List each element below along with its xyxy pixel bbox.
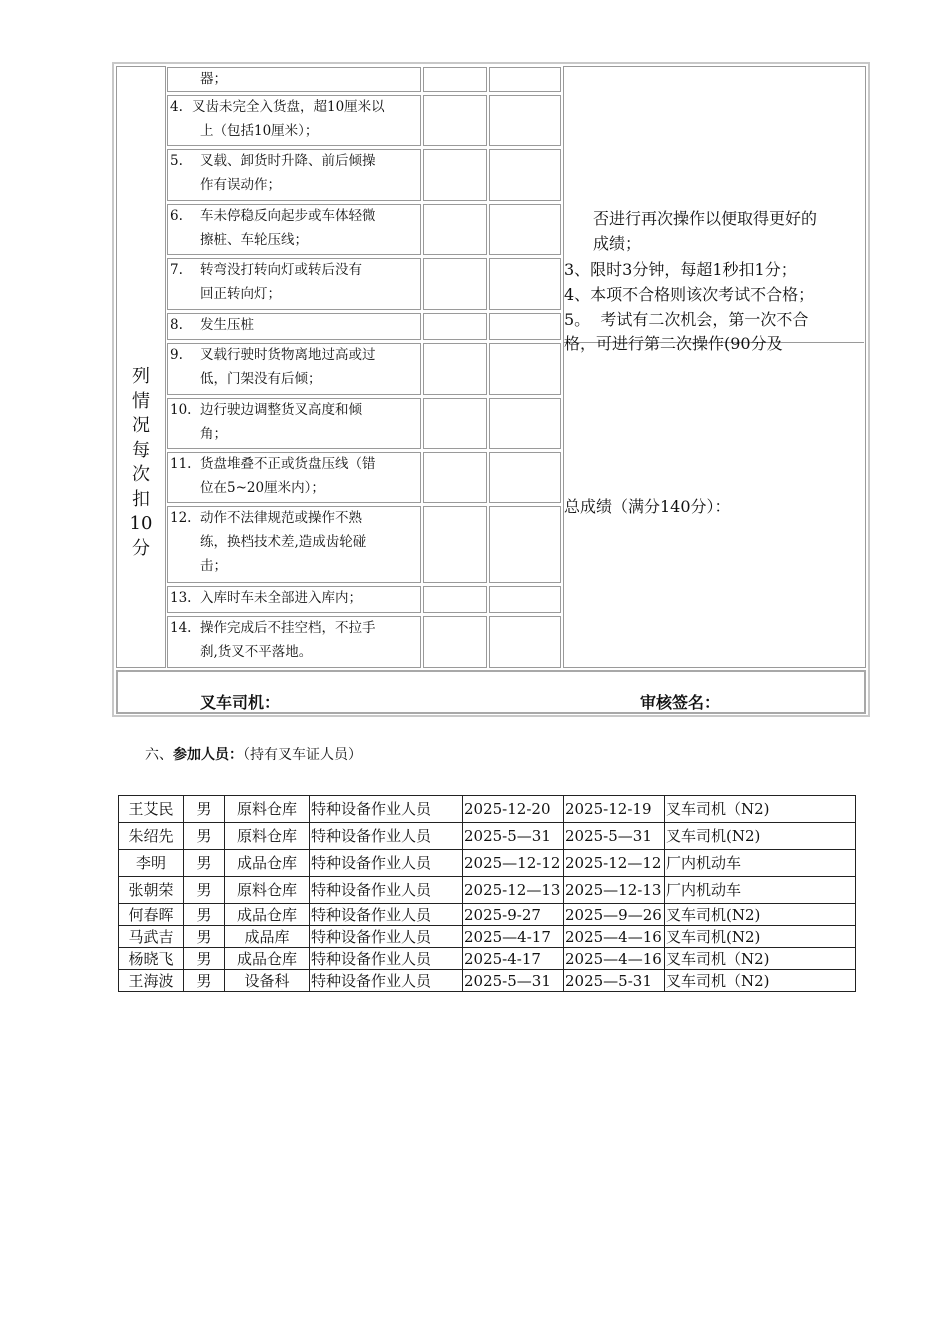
person-name: 何春晖 xyxy=(119,904,184,926)
person-name: 朱绍先 xyxy=(119,823,184,850)
criteria-item-number: 7. xyxy=(170,262,183,278)
score-cell-2 xyxy=(489,616,561,668)
notes-column xyxy=(563,66,866,668)
table-row xyxy=(119,948,856,970)
criteria-item-line: 入库时车未全部进入库内； xyxy=(200,590,362,606)
review-date: 2025—4—16 xyxy=(564,926,665,948)
person-department: 成品仓库 xyxy=(225,948,310,970)
criteria-item-number: 11. xyxy=(170,456,192,472)
person-name: 王艾民 xyxy=(119,796,184,823)
note-line-1: 否进行再次操作以便取得更好的 xyxy=(593,209,818,228)
license-type: 叉车司机（N2) xyxy=(665,796,856,823)
person-category: 特种设备作业人员 xyxy=(310,970,463,992)
review-date: 2025-12-19 xyxy=(564,796,665,823)
vertical-label-char: 况 xyxy=(132,415,150,436)
criteria-item-line: 回正转向灯； xyxy=(200,286,281,302)
table-row xyxy=(119,926,856,948)
criteria-item-line: 刹,货叉不平落地。 xyxy=(200,644,313,660)
table-row xyxy=(119,850,856,877)
score-cell-2 xyxy=(489,398,561,449)
person-category: 特种设备作业人员 xyxy=(310,850,463,877)
person-sex: 男 xyxy=(184,970,225,992)
criteria-item-line: 上（包括10厘米）； xyxy=(200,123,319,139)
criteria-item-line: 边行驶边调整货叉高度和倾 xyxy=(200,402,362,418)
person-sex: 男 xyxy=(184,796,225,823)
person-category: 特种设备作业人员 xyxy=(310,948,463,970)
section-title: 参加人员： xyxy=(173,747,243,763)
license-type: 叉车司机（N2) xyxy=(665,948,856,970)
criteria-item-text xyxy=(200,343,420,391)
score-cell-1 xyxy=(423,67,487,92)
license-type: 叉车司机(N2) xyxy=(665,904,856,926)
criteria-item-line: 击； xyxy=(200,558,227,574)
vertical-label-char: 列 xyxy=(132,366,150,387)
score-cell-1 xyxy=(423,452,487,503)
criteria-item-text xyxy=(200,258,420,306)
person-category: 特种设备作业人员 xyxy=(310,926,463,948)
criteria-item xyxy=(168,313,420,340)
score-cell-1 xyxy=(423,586,487,613)
issue-date: 2025-9-27 xyxy=(463,904,564,926)
issue-date: 2025—4-17 xyxy=(463,926,564,948)
person-name: 张朝荣 xyxy=(119,877,184,904)
category-vertical-label xyxy=(118,365,164,561)
score-cell-2 xyxy=(489,313,561,340)
person-department: 成品仓库 xyxy=(225,904,310,926)
score-cell-1 xyxy=(423,313,487,340)
review-date: 2025—4—16 xyxy=(564,948,665,970)
issue-date: 2025-12-20 xyxy=(463,796,564,823)
criteria-item-text xyxy=(200,204,420,252)
criteria-item-line: 位在5~20厘米内）； xyxy=(200,480,325,496)
license-type: 叉车司机(N2) xyxy=(665,823,856,850)
score-cell-2 xyxy=(489,67,561,92)
person-category: 特种设备作业人员 xyxy=(310,796,463,823)
note-line-6: 格，可进行第二次操作(90分及 xyxy=(564,334,783,353)
criteria-item-number: 4. xyxy=(170,99,183,115)
score-cell-2 xyxy=(489,452,561,503)
criteria-item xyxy=(168,398,420,449)
issue-date: 2025-5—31 xyxy=(463,970,564,992)
score-cell-2 xyxy=(489,95,561,146)
person-category: 特种设备作业人员 xyxy=(310,823,463,850)
section-heading xyxy=(145,744,362,764)
criteria-item xyxy=(168,586,420,613)
vertical-label-char: 情 xyxy=(132,390,150,412)
score-cell-1 xyxy=(423,95,487,146)
review-date: 2025-5—31 xyxy=(564,823,665,850)
person-department: 原料仓库 xyxy=(225,823,310,850)
criteria-item-line: 转弯没打转向灯或转后没有 xyxy=(200,262,362,278)
criteria-item-line: 低，门架没有后倾； xyxy=(200,371,322,387)
criteria-item xyxy=(168,343,420,395)
score-cell-2 xyxy=(489,343,561,395)
person-department: 成品库 xyxy=(225,926,310,948)
criteria-item-line: 练，换档技术差,造成齿轮碰 xyxy=(200,534,367,550)
score-cell-1 xyxy=(423,149,487,201)
table-row xyxy=(119,796,856,823)
table-row xyxy=(119,904,856,926)
table-row xyxy=(119,877,856,904)
criteria-item xyxy=(168,95,420,146)
note-line-5: 5。 考试有二次机会，第一次不合 xyxy=(564,310,809,329)
issue-date: 2025-4-17 xyxy=(463,948,564,970)
vertical-label-char: 次 xyxy=(132,464,150,485)
person-sex: 男 xyxy=(184,877,225,904)
issue-date: 2025-12—13 xyxy=(463,877,564,904)
criteria-item-text xyxy=(200,506,420,578)
person-name: 王海波 xyxy=(119,970,184,992)
person-sex: 男 xyxy=(184,850,225,877)
criteria-item-number: 6. xyxy=(170,208,183,224)
section-subtitle: （持有叉车证人员） xyxy=(243,747,362,763)
score-cell-1 xyxy=(423,398,487,449)
note-line-2: 成绩； xyxy=(593,234,642,253)
person-name: 马武吉 xyxy=(119,926,184,948)
person-sex: 男 xyxy=(184,823,225,850)
reviewer-label: 审核签名： xyxy=(640,693,721,712)
person-name: 杨晓飞 xyxy=(119,948,184,970)
total-score-label: 总成绩（满分140分）： xyxy=(564,497,731,516)
criteria-item-number: 8. xyxy=(170,317,183,333)
table-row xyxy=(119,970,856,992)
criteria-item-text xyxy=(200,67,420,91)
criteria-item-text xyxy=(200,616,420,664)
criteria-item-number: 5. xyxy=(170,153,183,169)
criteria-item-text xyxy=(192,95,420,143)
criteria-item-line: 作有误动作； xyxy=(200,177,281,193)
review-date: 2025—12-13 xyxy=(564,877,665,904)
criteria-item-line: 角； xyxy=(200,426,227,442)
person-department: 设备科 xyxy=(225,970,310,992)
criteria-item-line: 擦桩、车轮压线； xyxy=(200,232,308,248)
criteria-item xyxy=(168,506,420,583)
criteria-item-number: 9. xyxy=(170,347,183,363)
criteria-item xyxy=(168,452,420,503)
person-sex: 男 xyxy=(184,926,225,948)
license-type: 叉车司机（N2) xyxy=(665,970,856,992)
criteria-item-number: 12. xyxy=(170,510,192,526)
criteria-item-line: 货盘堆叠不正或货盘压线（错 xyxy=(200,456,376,472)
person-name: 李明 xyxy=(119,850,184,877)
criteria-item-line: 动作不法律规范或操作不熟 xyxy=(200,510,362,526)
review-date: 2025-12—12 xyxy=(564,850,665,877)
person-sex: 男 xyxy=(184,948,225,970)
criteria-item-text xyxy=(200,149,420,197)
person-department: 成品仓库 xyxy=(225,850,310,877)
person-department: 原料仓库 xyxy=(225,796,310,823)
section-prefix: 六、 xyxy=(145,747,173,763)
license-type: 厂内机动车 xyxy=(665,850,856,877)
score-cell-2 xyxy=(489,258,561,310)
criteria-item xyxy=(168,204,420,255)
criteria-item-line: 车未停稳反向起步或车体轻微 xyxy=(200,208,376,224)
person-sex: 男 xyxy=(184,904,225,926)
table-row xyxy=(119,823,856,850)
criteria-item-text xyxy=(200,313,420,337)
score-cell-1 xyxy=(423,343,487,395)
criteria-item-line: 操作完成后不挂空档，不拉手 xyxy=(200,620,376,636)
criteria-item-number: 13. xyxy=(170,590,192,606)
issue-date: 2025-5—31 xyxy=(463,823,564,850)
score-cell-1 xyxy=(423,506,487,583)
score-cell-2 xyxy=(489,586,561,613)
criteria-item-number: 14. xyxy=(170,620,192,636)
criteria-item-line: 发生压桩 xyxy=(200,317,254,333)
issue-date: 2025—12-12 xyxy=(463,850,564,877)
score-cell-1 xyxy=(423,258,487,310)
vertical-label-char: 10 xyxy=(129,513,153,534)
score-cell-2 xyxy=(489,149,561,201)
driver-label: 叉车司机： xyxy=(200,693,281,712)
criteria-item-line: 叉齿未完全入货盘，超10厘米以 xyxy=(192,99,385,115)
criteria-item-text xyxy=(200,398,420,446)
score-cell-1 xyxy=(423,204,487,255)
vertical-label-char: 分 xyxy=(132,537,150,559)
criteria-item-line: 叉载行驶时货物离地过高或过 xyxy=(200,347,376,363)
person-department: 原料仓库 xyxy=(225,877,310,904)
criteria-item-line: 器； xyxy=(200,71,227,87)
license-type: 厂内机动车 xyxy=(665,877,856,904)
personnel-table xyxy=(118,795,856,992)
criteria-item xyxy=(168,149,420,201)
vertical-label-char: 扣 xyxy=(132,488,150,510)
score-cell-2 xyxy=(489,506,561,583)
person-category: 特种设备作业人员 xyxy=(310,877,463,904)
criteria-item xyxy=(168,67,420,92)
criteria-item-line: 叉载、卸货时升降、前后倾操 xyxy=(200,153,376,169)
review-date: 2025—9—26 xyxy=(564,904,665,926)
license-type: 叉车司机(N2) xyxy=(665,926,856,948)
criteria-item xyxy=(168,616,420,668)
person-category: 特种设备作业人员 xyxy=(310,904,463,926)
score-cell-2 xyxy=(489,204,561,255)
score-cell-1 xyxy=(423,616,487,668)
criteria-item-text xyxy=(200,586,420,610)
criteria-item-text xyxy=(200,452,420,500)
criteria-item-number: 10. xyxy=(170,402,192,418)
review-date: 2025—5-31 xyxy=(564,970,665,992)
vertical-label-char: 每 xyxy=(132,439,150,461)
note-line-3: 3、限时3分钟，每超1秒扣1分； xyxy=(564,260,797,279)
criteria-item xyxy=(168,258,420,310)
note-line-4: 4、本项不合格则该次考试不合格； xyxy=(564,285,815,304)
